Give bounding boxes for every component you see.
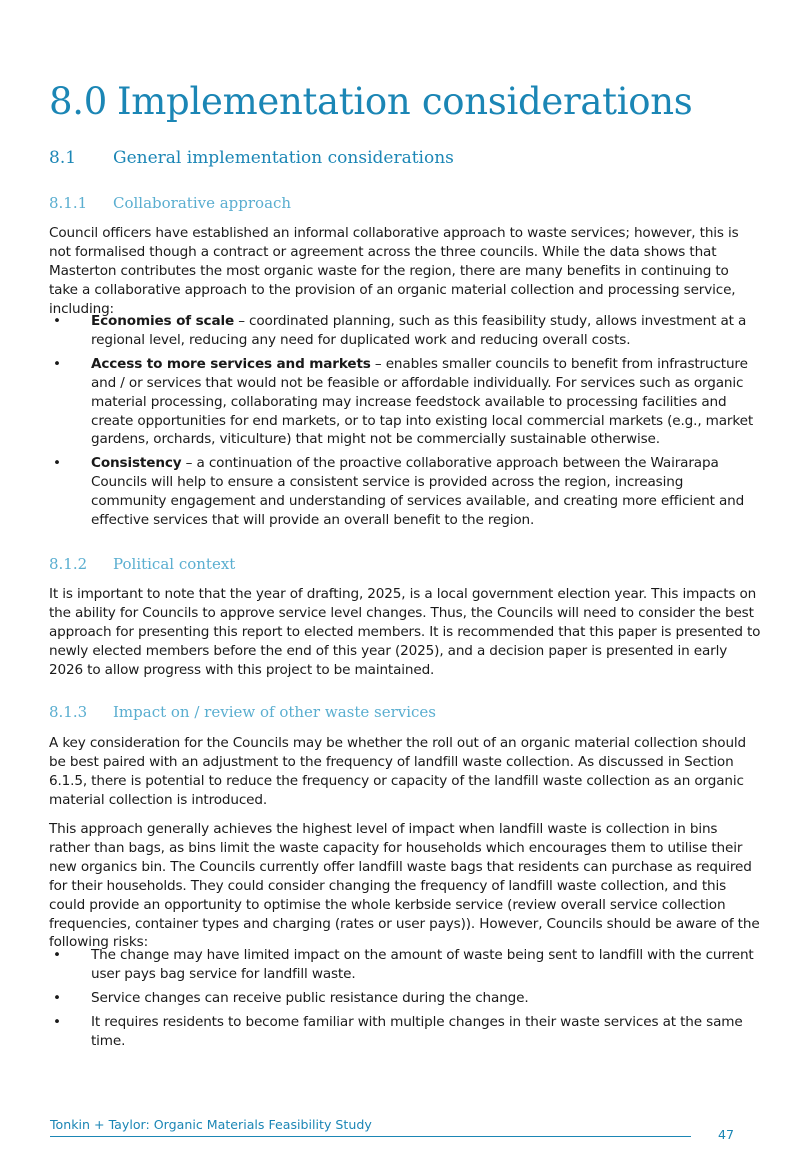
bullet-icon: • (53, 313, 61, 329)
list-item-term: Economies of scale (91, 313, 235, 329)
bullet-icon: • (53, 1013, 61, 1030)
risks-list (49, 946, 761, 1056)
bullet-icon: • (53, 355, 61, 372)
bullet-icon: • (53, 989, 61, 1006)
list-item-text: – a continuation of the proactive collaborative approach between the Wairarapa Councils will help to ensure a consistent service is provided across the region, increasing community engagement and understanding of services available, and creating more efficient and effective services that will provide an overall benefit to the region. (91, 455, 745, 529)
list-item-text: – coordinated planning, such as this feasibility study, allows investment at a regional level, reducing any need for duplicated work and reducing overall costs. (91, 313, 747, 348)
list-item (49, 312, 761, 350)
list-item (49, 454, 761, 530)
heading-8-1-1 (49, 194, 291, 212)
footer-title: Tonkin + Taylor: Organic Materials Feasibility Study (50, 1117, 372, 1132)
collab-intro-paragraph: Council officers have established an informal collaborative approach to waste services; however, this is not formalised though a contract or agreement across the three councils. While the data shows that Masterton contributes the most organic waste for the region, there are many benefits in continuing to take a collaborative approach to the provision of an organic material collection and processing service, including: (49, 225, 739, 317)
heading-number: 8.1.3 (49, 703, 88, 721)
list-item-text: Service changes can receive public resistance during the change. (91, 989, 529, 1006)
heading-8-0 (49, 80, 692, 123)
heading-number: 8.0 (49, 80, 107, 123)
heading-number: 8.1.1 (49, 194, 88, 212)
heading-title: Political context (113, 555, 236, 573)
list-item-text: The change may have limited impact on the amount of waste being sent to landfill with the current user pays bag service for landfill waste. (91, 947, 754, 982)
bullet-icon: • (53, 947, 61, 963)
heading-8-1-2 (49, 555, 235, 573)
heading-title: General implementation considerations (113, 148, 454, 168)
collab-benefits-list (49, 312, 761, 535)
list-item-term: Access to more services and markets (91, 355, 371, 372)
impact-paragraph-2: This approach generally achieves the highest level of impact when landfill waste is collection in bins rather than bags, as bins limit the waste capacity for households which encourages them to utilise their new organics bin. The Councils currently offer landfill waste bags that residents can purchase as required for their households. They could consider changing the frequency of landfill waste collection, and this could provide an opportunity to optimise the whole kerbside service (review overall service collection frequencies, container types and charging (rates or user pays)). However, Councils should be aware of the following risks: (49, 821, 760, 951)
heading-title: Implementation considerations (116, 80, 693, 123)
page-number: 47 (718, 1127, 735, 1142)
impact-paragraph-1: A key consideration for the Councils may be whether the roll out of an organic material collection should be best paired with an adjustment to the frequency of landfill waste collection. As discussed in Section 6.1.5, there is potential to reduce the frequency or capacity of the landfill waste collection as an organic material collection is introduced. (49, 735, 747, 808)
list-item-term: Consistency (91, 455, 182, 472)
heading-title: Impact on / review of other waste services (113, 703, 437, 721)
heading-number: 8.1.2 (49, 555, 88, 573)
footer-divider (50, 1136, 691, 1137)
list-item-text: It requires residents to become familiar with multiple changes in their waste services at the same time. (91, 1013, 743, 1049)
list-item (49, 946, 761, 984)
bullet-icon: • (53, 455, 61, 472)
list-item (49, 1013, 761, 1051)
list-item-text: – enables smaller councils to benefit from infrastructure and / or services that would not be feasible or affordable individually. For services such as organic material processing, collaborating may increase feedstock available to processing facilities and create opportunities for end markets, or to tap into existing local commercial markets (e.g., market gardens, orchards, viticulture) that might not be commercially sustainable otherwise. (91, 355, 754, 448)
heading-number: 8.1 (49, 148, 77, 168)
heading-8-1-3 (49, 703, 436, 721)
heading-8-1 (49, 148, 454, 168)
political-context-paragraph: It is important to note that the year of drafting, 2025, is a local government election year. This impacts on the ability for Councils to approve service level changes. Thus, the Councils will need to consider the best approach for presenting this report to elected members. It is recommended that this paper is presented to newly elected members before the end of this year (2025), and a decision paper is presented in early 2026 to allow progress with this project to be maintained. (49, 586, 761, 678)
heading-title: Collaborative approach (113, 194, 292, 212)
list-item (49, 355, 761, 450)
list-item (49, 989, 761, 1008)
